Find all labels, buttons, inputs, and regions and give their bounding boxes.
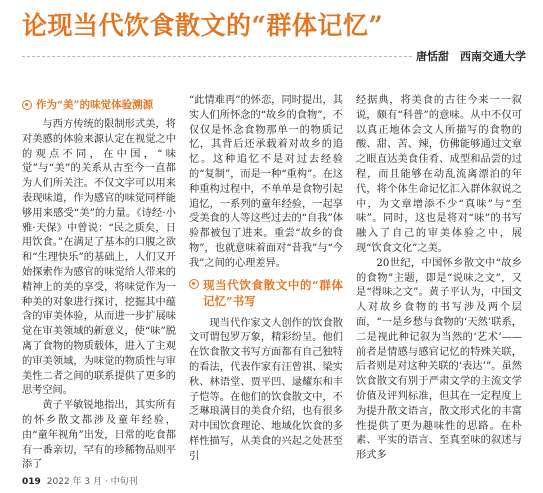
- paragraph: 与西方传统的限制形式美，将对美感的体验来源认定在视觉之中的观点不同，在中国，“味觉”与“美”的关系从古至今一直都为人们所关注。不仅文字可以用来表现味道，作为感官的味觉同样能够用来感受“美”的力量。《诗经·小雅·天保》中曾说：“民之质矣，日用饮食。”在满足了基本的口腹之欲和“生理快乐”的基础上，人们又开始探索作为感官的味觉给人带来的精神上的美的享受，将味觉作为一种美的对象进行探讨，挖掘其中蕴含的审美体验，从而进一步扩展味觉在审美领域的新意义，使“味”脱离了食物的物质载体，进入了主观的审美领域，为味觉的物质性与审美性二者之间的联系提供了更多的思考空间。: [22, 119, 176, 397]
- column-3: [356, 94, 522, 464]
- page-number: 019: [22, 477, 41, 487]
- column-2: [189, 94, 343, 465]
- paragraph: 20世纪，中国怀乡散文中“故乡的食物”主题，即是“说味之文”，又是“得味之文”。黄子平认为，中国文人对故乡食物的书写涉及两个层面，“一是乡愁与食物的‘天然’联系，二是视此种记叙为当然的‘艺术’——前者是情感与感官记忆的特殊关联，后者则是对这种关联的‘表达’”。虽然饮食散文有别于严肃文学的主流文学价值及评判标准，但其在一定程度上为提升散文语言，散文形式化的丰富性提供了更为趣味性的思路。在朴素、平实的语言、至真至味的叙述与形式多: [356, 257, 522, 462]
- paragraph: “此情难再”的怀恋，同时提出，其实人们所怀念的“故乡的食物”，不仅仅是怀念食物那单一的物质记忆，其背后还承载着对故乡的追忆。这种追忆不是对过去经验的“复制”，而是一种“重构”。在这种重构过程中，不单单是食物引起追忆，一系列的童年经验，一起享受美食的人等这些过去的“自我”体验都被包了进来。重尝“故乡的食物”，也就意味着面对“昔我”与“今我”之间的心理差异。: [189, 95, 343, 269]
- paragraph: 黄子平敏锐地指出，其实所有的怀乡散文都涉及童年经验，由“童年视角”出发，日常的吃食都有一番亲切，罕有的珍稀物品则平添了: [22, 400, 176, 471]
- title-divider: [22, 56, 412, 57]
- section-heading-2: [189, 277, 343, 309]
- article-title: 论现当代饮食散文的“群体记忆”: [22, 11, 384, 40]
- issue-date: 2022 年 3 月 · 中旬刊: [46, 477, 138, 487]
- section-heading-1-text: 作为“美”的味觉体验溯源: [36, 99, 154, 111]
- bullet-circle-icon: [22, 100, 32, 110]
- section-heading-1: [22, 98, 176, 113]
- column-1: [22, 98, 176, 473]
- section-heading-2-text: 现当代饮食散文中的“群体记忆”书写: [203, 277, 343, 308]
- paragraph: 现当代作家文人创作的饮食散文可谓包罗万象，精彩纷呈。他们在饮食散文书写方面都有自己独特的看法，代表作家有汪曾祺、梁实秋、林语堂、贾平凹、逯耀东和丰子恺等。在他们的饮食散文中，不乏琳琅满目的美食介绍，也有很多对中国饮食理论、地域化饮食的多样性描写，从美食的兴起之处甚至引: [189, 317, 343, 462]
- paragraph: 经据典，将美食的古往今来一一叙说，颇有“科普”的意味。从中不仅可以真正地体会文人所描写的食物的酸、甜、苦、辣，仿佛能够通过文章之眼直达美食佳肴、成型和品尝的过程，而且能够在动乱流离漂泊的年代，将个体生命记忆汇入群体叙说之中，为文章增添不少“真味”与“至味”。同时，这也是将对“味”的书写融入了自己的审美体验之中，展现“饮食文化”之美。: [356, 95, 522, 254]
- bullet-circle-icon: [189, 279, 199, 289]
- author-line: 唐恬甜 西南交通大学: [416, 50, 526, 63]
- page-footer: [22, 474, 138, 487]
